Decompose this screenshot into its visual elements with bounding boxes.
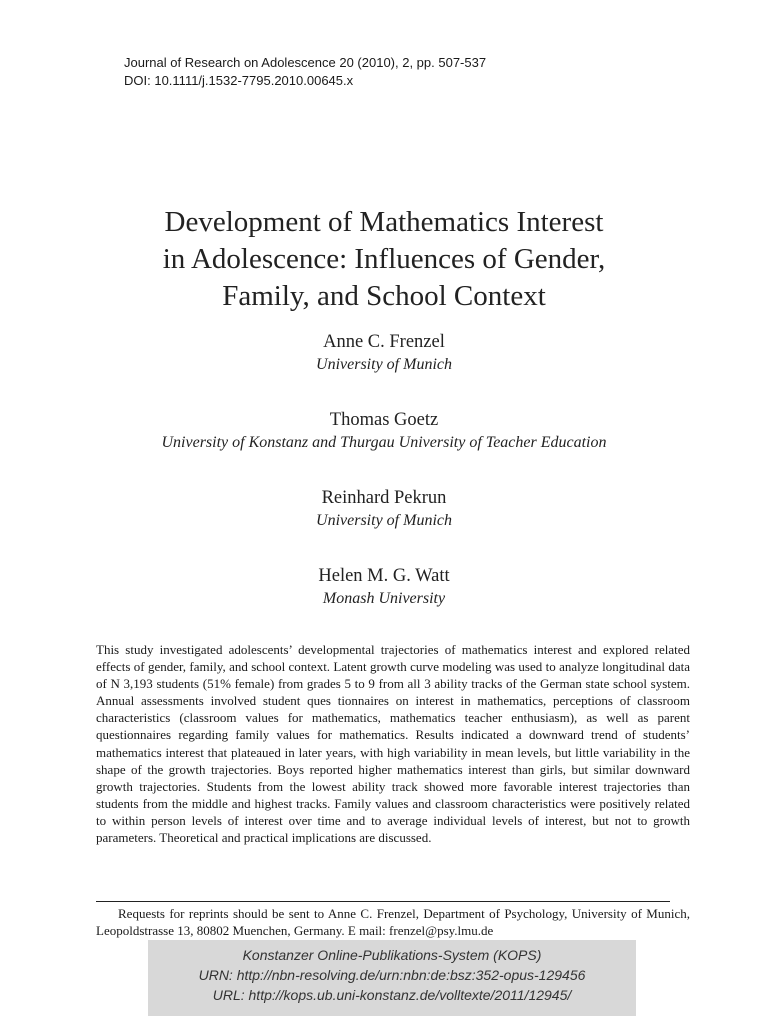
author-block bbox=[40, 486, 728, 564]
author-affiliation: University of Konstanz and Thurgau University of Teacher Education bbox=[161, 434, 607, 451]
repository-url: URL: http://kops.ub.uni-konstanz.de/volltexte/2011/12945/ bbox=[212, 987, 572, 1003]
author-name: Helen M. G. Watt bbox=[318, 566, 450, 586]
paper-title bbox=[60, 204, 708, 315]
journal-citation: Journal of Research on Adolescence 20 (2010), 2, pp. 507-537 bbox=[124, 55, 487, 70]
title-line: Development of Mathematics Interest bbox=[164, 206, 604, 238]
author-affiliation: University of Munich bbox=[316, 512, 452, 529]
repository-urn: URN: http://nbn-resolving.de/urn:nbn:de:bsz:352-opus-129456 bbox=[198, 967, 586, 983]
author-name: Reinhard Pekrun bbox=[321, 488, 447, 508]
author-block bbox=[40, 408, 728, 486]
abstract: This study investigated adolescents’ developmental trajectories of mathematics interest and explored related effects of gender, family, and school context. Latent growth curve modeling was used to analyze longitudinal data of N 3,193 students (51% female) from grades 5 to 9 from all 3 ability tracks of the German state school system. Annual assessments involved student ques tionnaires on interest in mathematics, perceptions of classroom characteristics (classroom values for mathematics, mathematics teacher enthusiasm), as well as parent questionnaires regarding family values for mathematics. Results indicated a downward trend of students’ mathematics interest that plateaued in later years, with high variability in mean levels, but little variability in the shape of the growth trajectories. Boys reported higher mathematics interest than girls, but similar downward growth trajectories. Students from the lowest ability track showed more favorable interest trajectories than students from the middle and highest tracks. Family values and classroom characteristics were positively related to within person levels of interest over time and to average individual levels of interest, but not to growth parameters. Theoretical and practical implications are discussed. bbox=[96, 642, 690, 846]
footnote-divider bbox=[96, 901, 670, 902]
doi-line: DOI: 10.1111/j.1532-7795.2010.00645.x bbox=[124, 73, 354, 88]
author-name: Anne C. Frenzel bbox=[323, 332, 445, 352]
author-affiliation: University of Munich bbox=[316, 356, 452, 373]
title-line: Family, and School Context bbox=[222, 280, 546, 312]
title-line: in Adolescence: Influences of Gender, bbox=[162, 243, 606, 275]
author-name: Thomas Goetz bbox=[329, 410, 439, 430]
repository-notice bbox=[148, 940, 636, 1016]
author-affiliation: Monash University bbox=[322, 590, 446, 607]
author-block bbox=[40, 564, 728, 642]
author-block bbox=[40, 330, 728, 408]
footnote: Requests for reprints should be sent to Anne C. Frenzel, Department of Psychology, University of Munich, Leopoldstrasse 13, 80802 Muenchen, Germany. E mail: frenzel@psy.lmu.de bbox=[96, 906, 690, 938]
author-list bbox=[40, 330, 728, 642]
journal-header bbox=[124, 54, 486, 90]
repository-name: Konstanzer Online-Publikations-System (KOPS) bbox=[242, 947, 542, 963]
